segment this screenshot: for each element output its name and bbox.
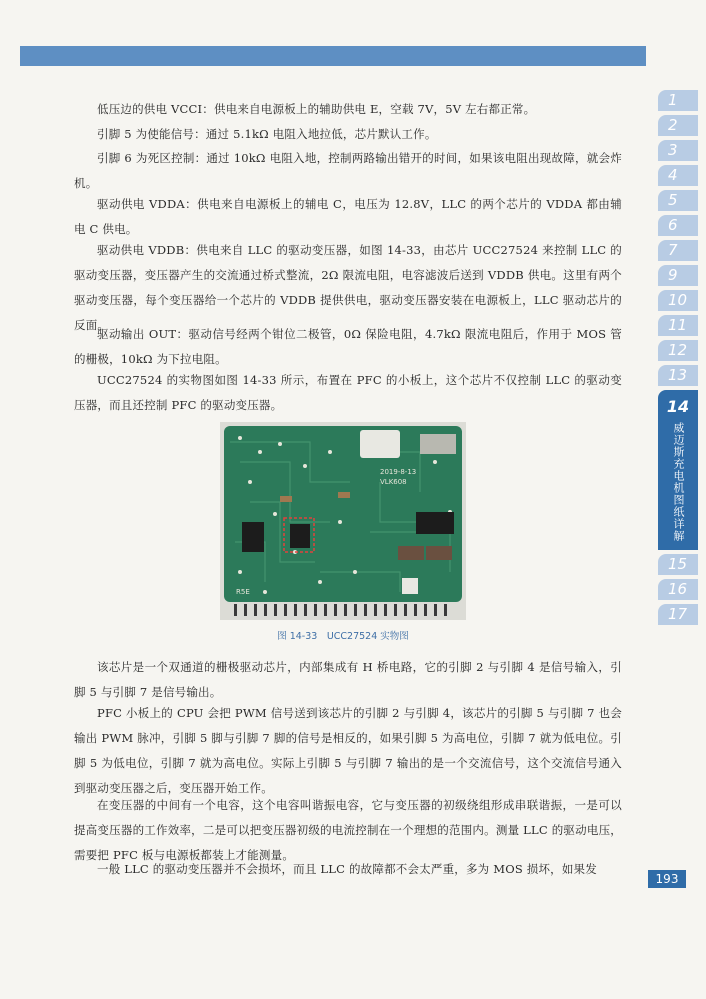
chapter-tab[interactable]: 9 <box>658 265 698 286</box>
chapter-tab[interactable]: 4 <box>658 165 698 186</box>
chapter-tab[interactable]: 13 <box>658 365 698 386</box>
figure-caption: 图 14-33 UCC27524 实物图 <box>277 631 409 642</box>
chapter-tab-active[interactable] <box>658 390 698 550</box>
chapter-tab[interactable]: 3 <box>658 140 698 161</box>
chapter-tab[interactable]: 2 <box>658 115 698 136</box>
paragraph-pin6: 引脚 6 为死区控制：通过 10kΩ 电阻入地，控制两路输出错开的时间，如果该电阻出现故障，就会炸机。 <box>74 151 622 190</box>
chapter-tab[interactable]: 10 <box>658 290 698 311</box>
paragraph-vcci: 低压边的供电 VCCI：供电来自电源板上的辅助供电 E，空载 7V，5V 左右都正常。 <box>97 102 536 116</box>
paragraph-resonant-cap: 在变压器的中间有一个电容，这个电容叫谐振电容，它与变压器的初级绕组形成串联谐振，一是可以提高变压器的工作效率，二是可以把变压器初级的电流控制在一个理想的范围内。测量 LLC 的驱动电压，需要把 PFC 板与电源板都装上才能测量。 <box>74 798 622 862</box>
page-number: 193 <box>648 870 686 888</box>
chapter-tab[interactable]: 12 <box>658 340 698 361</box>
chapter-tab[interactable]: 7 <box>658 240 698 261</box>
paragraph-llc-fault: 一般 LLC 的驱动变压器并不会损坏，而且 LLC 的故障都不会太严重，多为 MOS 损坏，如果发 <box>97 862 597 876</box>
chapter-tab[interactable]: 6 <box>658 215 698 236</box>
paragraph-vddb: 驱动供电 VDDB：供电来自 LLC 的驱动变压器，如图 14-33，由芯片 UCC27524 来控制 LLC 的驱动变压器，变压器产生的交流通过桥式整流，2Ω 限流电阻，电容滤波后送到 VDDB 供电。这里有两个驱动变压器，每个变压器给一个芯片的 VDDB 提供供电，驱动变压器安装在电源板上，LLC 驱动芯片的反面。 <box>74 243 622 332</box>
paragraph-pwm: PFC 小板上的 CPU 会把 PWM 信号送到该芯片的引脚 2 与引脚 4，该芯片的引脚 5 与引脚 7 也会输出 PWM 脉冲，引脚 5 脚与引脚 7 脚的信号是相反的，如果引脚 5 为高电位，引脚 7 就为低电位。引脚 5 为低电位，引脚 7 就为高电位。实际上引脚 5 与引脚 7 输出的是一个交流信号，这个交流信号通入到驱动变压器之后，变压器开始工作。 <box>74 706 622 795</box>
paragraph-ucc27524: UCC27524 的实物图如图 14-33 所示，布置在 PFC 的小板上，这个芯片不仅控制 LLC 的驱动变压器，而且还控制 PFC 的驱动变压器。 <box>74 373 622 412</box>
paragraph-out: 驱动输出 OUT：驱动信号经两个钳位二极管，0Ω 保险电阻，4.7kΩ 限流电阻后，作用于 MOS 管的栅极，10kΩ 为下拉电阻。 <box>74 327 622 366</box>
chapter-tab[interactable]: 5 <box>658 190 698 211</box>
chapter-tab[interactable]: 17 <box>658 604 698 625</box>
paragraph-pin5: 引脚 5 为使能信号：通过 5.1kΩ 电阻入地拉低，芯片默认工作。 <box>97 127 437 141</box>
chapter-tabs <box>658 90 698 629</box>
active-chapter-title: 威迈斯充电机图纸详解 <box>672 422 685 542</box>
header-band <box>20 46 646 66</box>
chapter-tab[interactable]: 16 <box>658 579 698 600</box>
active-chapter-number: 14 <box>666 397 690 416</box>
chapter-tab[interactable]: 11 <box>658 315 698 336</box>
chapter-tab[interactable]: 1 <box>658 90 698 111</box>
paragraph-chip-description: 该芯片是一个双通道的栅极驱动芯片，内部集成有 H 桥电路，它的引脚 2 与引脚 4 是信号输入，引脚 5 与引脚 7 是信号输出。 <box>74 660 622 699</box>
board-model-text: VLK608 <box>380 478 407 486</box>
board-mark-text: R5E <box>236 588 250 596</box>
chapter-tab[interactable]: 15 <box>658 554 698 575</box>
board-date-text: 2019-8-13 <box>380 468 417 476</box>
paragraph-vdda: 驱动供电 VDDA：供电来自电源板上的辅电 C，电压为 12.8V，LLC 的两个芯片的 VDDA 都由辅电 C 供电。 <box>74 197 622 236</box>
pcb-photo <box>220 422 466 620</box>
